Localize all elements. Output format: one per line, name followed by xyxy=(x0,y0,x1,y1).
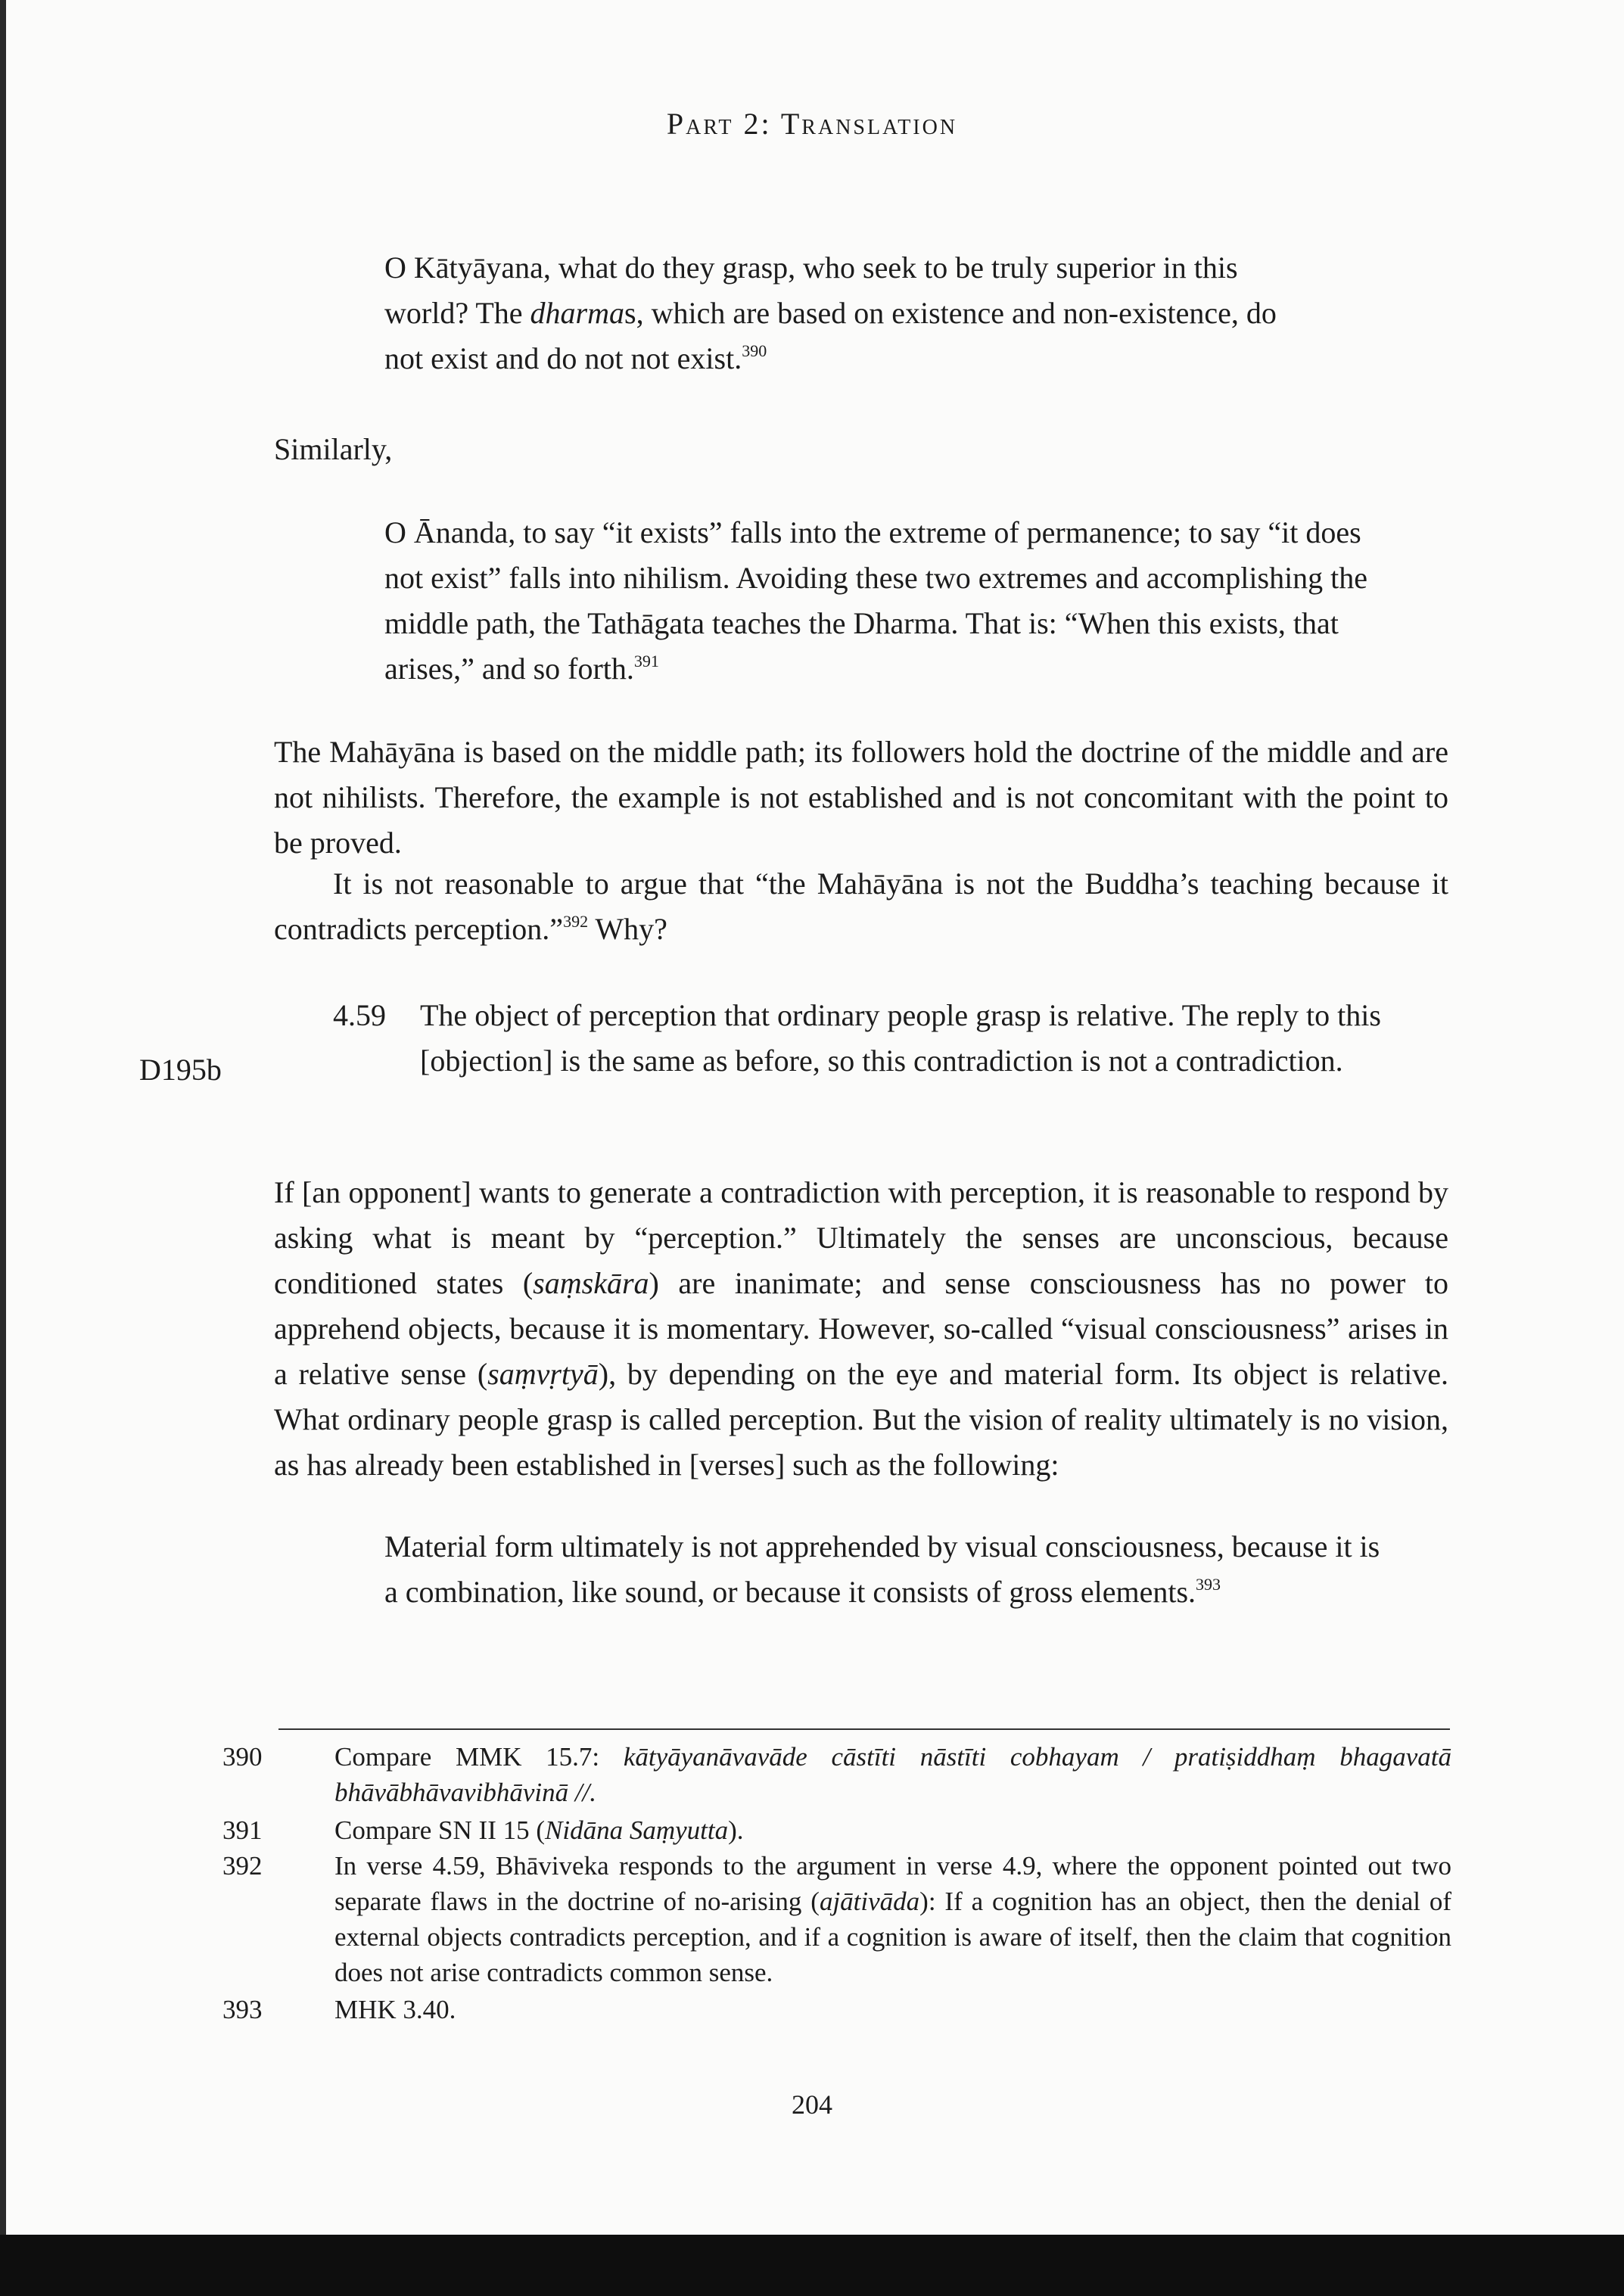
footnote-text: In verse 4.59, Bhāviveka responds to the argument in verse 4.9, where the opponent pointed out two separate flaws in the doctrine of no-arising ( xyxy=(334,1851,1451,1916)
italic-term: saṃskāra xyxy=(533,1266,649,1300)
paragraph-text: It is not reasonable to argue that “the Mahāyāna is not the Buddha’s teaching because it contradicts perception.” xyxy=(274,866,1448,946)
footnote-marker[interactable]: 390 xyxy=(742,341,767,360)
paragraph-text: ) are inanimate; and sense consciousness has no power to apprehend objects, because it is momentary. However, so-called “visual consciousness” arises in a relative sense ( xyxy=(274,1266,1448,1391)
footnote-text: MHK 3.40. xyxy=(334,1995,456,2024)
paragraph-mahayana: The Mahāyāna is based on the middle path; its followers hold the doctrine of the middle and are not nihilists. Therefore, the example is not established and is not concomitant with the point to be proved. xyxy=(274,735,1448,860)
paragraph-text: ), by depending on the eye and material form. Its object is relative. What ordinary people grasp is called perception. But the vision of reality ultimately is no vision, as has already been established in [verses] such as the following: xyxy=(274,1357,1448,1482)
footnote-text: ): If a cognition has an object, then the denial of external objects contradicts perception, and if a cognition is aware of itself, then the claim that cognition does not arise contradicts common sense. xyxy=(334,1887,1451,1987)
quote-katyayana xyxy=(384,245,1391,381)
footnote-text: Compare SN II 15 ( xyxy=(334,1815,546,1845)
similarly-line: Similarly, xyxy=(274,432,393,466)
paragraph-text: If [an opponent] wants to generate a contradiction with perception, it is reasonable to respond by asking what is meant by “perception.” Ultimately the senses are unconscious, because conditioned states ( xyxy=(274,1175,1448,1300)
quote-line: s, which are based on existence and non-existence, do xyxy=(624,296,1277,330)
footnote-390 xyxy=(222,1739,1451,1810)
quote-text: O Ānanda, to say “it exists” falls into the extreme of permanence; to say “it does not exist” falls into nihilism. Avoiding these two extremes and accomplishing the middle path, the Tathāgata teaches the Dharma. That is: “When this exists, that arises,” and so forth. xyxy=(384,515,1368,686)
quote-line: world? The xyxy=(384,296,530,330)
footnote-number: 390 xyxy=(222,1742,263,1772)
footnote-number: 392 xyxy=(222,1851,263,1881)
italic-term: dharma xyxy=(530,296,624,330)
quote-line: not exist and do not not exist. xyxy=(384,341,742,375)
quote-ananda xyxy=(384,510,1391,692)
page-edge-shadow xyxy=(0,0,6,2235)
verse-number: 4.59 xyxy=(333,998,386,1032)
paragraph-perception xyxy=(274,1170,1448,1488)
paragraph-text: Why? xyxy=(588,912,667,946)
verse-text: The object of perception that ordinary people grasp is relative. The reply to this [objection] is the same as before, so this contradiction is not a contradiction. xyxy=(420,998,1381,1078)
footnote-marker[interactable]: 393 xyxy=(1196,1575,1221,1594)
quote-material-form xyxy=(384,1524,1391,1615)
page-number: 204 xyxy=(792,2089,832,2120)
running-header: Part 2: Translation xyxy=(666,107,958,141)
footnote-italic: ajātivāda xyxy=(819,1887,920,1916)
quote-line: O Kātyāyana, what do they grasp, who seek to be truly superior in this xyxy=(384,250,1238,285)
margin-reference: D195b xyxy=(139,1053,222,1087)
footnote-marker[interactable]: 391 xyxy=(633,652,659,670)
scan-bottom-band xyxy=(0,2235,1624,2296)
footnote-391 xyxy=(222,1812,1451,1848)
footnote-divider xyxy=(278,1728,1450,1730)
footnote-393 xyxy=(222,1992,1451,2027)
footnote-italic: kātyāyanāvavāde cāstīti nāstīti cobhayam / pratiṣiddhaṃ bhagavatā bhāvābhāvavibhāvinā //. xyxy=(334,1742,1451,1807)
footnote-number: 393 xyxy=(222,1995,263,2024)
footnote-italic: Nidāna Saṃyutta xyxy=(545,1815,729,1845)
italic-term: saṃvṛtyā xyxy=(487,1357,599,1391)
footnote-marker[interactable]: 392 xyxy=(563,912,589,931)
footnote-number: 391 xyxy=(222,1815,263,1845)
paragraph-argument xyxy=(274,861,1448,952)
quote-text: Material form ultimately is not apprehended by visual consciousness, because it is a combination, like sound, or because it consists of gross elements. xyxy=(384,1529,1380,1609)
footnote-392 xyxy=(222,1848,1451,1990)
footnote-text: Compare MMK 15.7: xyxy=(334,1742,624,1772)
footnote-text: ). xyxy=(728,1815,744,1845)
